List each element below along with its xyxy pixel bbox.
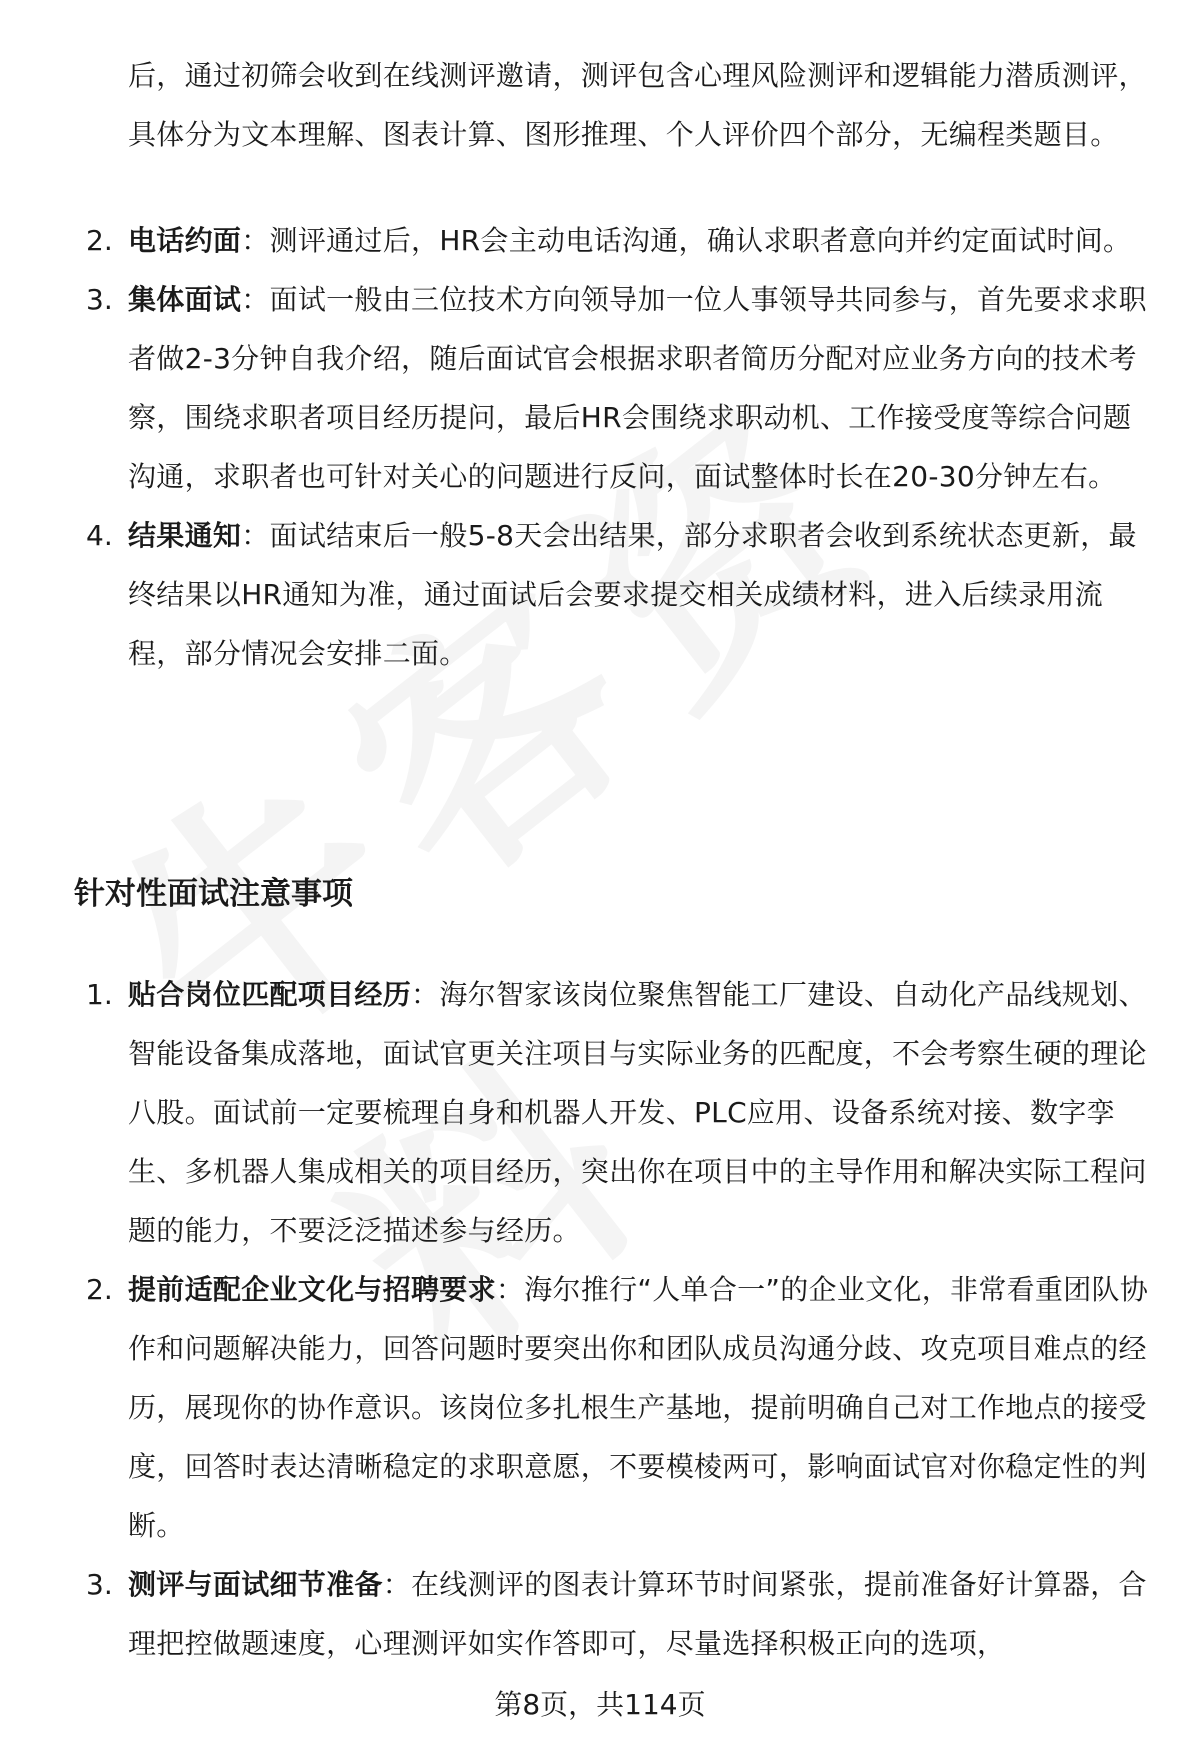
section-heading: 针对性面试注意事项 <box>74 876 353 912</box>
list-item <box>0 965 1200 1260</box>
list-number: 3. <box>86 1568 113 1601</box>
item-separator: ： <box>241 224 270 257</box>
list-item <box>0 46 1200 164</box>
list-item <box>0 270 1200 506</box>
list-item <box>0 506 1200 683</box>
item-text: 海尔智家该岗位聚焦智能工厂建设、自动化产品线规划、智能设备集成落地，面试官更关注项目与实际业务的匹配度，不会考察生硬的理论八股。面试前一定要梳理自身和机器人开发、PLC应用、设备系统对接、数字孪生、多机器人集成相关的项目经历，突出你在项目中的主导作用和解决实际工程问题的能力，不要泛泛描述参与经历。 <box>128 978 1147 1247</box>
list-item <box>0 1555 1200 1673</box>
continuation-text: 后，通过初筛会收到在线测评邀请，测评包含心理风险测评和逻辑能力潜质测评，具体分为文本理解、图表计算、图形推理、个人评价四个部分，无编程类题目。 <box>128 59 1147 151</box>
continuation-block <box>0 46 1200 164</box>
list-item <box>0 211 1200 270</box>
list-item <box>0 1260 1200 1555</box>
process-steps-list <box>0 211 1200 683</box>
item-separator: ： <box>495 1273 525 1306</box>
item-text: 在线测评的图表计算环节时间紧张，提前准备好计算器，合理把控做题速度，心理测评如实作答即可，尽量选择积极正向的选项， <box>128 1568 1147 1660</box>
item-title: 测评与面试细节准备 <box>128 1568 383 1601</box>
item-title: 电话约面 <box>128 224 242 257</box>
list-number: 4. <box>86 519 113 552</box>
tips-list <box>0 965 1200 1673</box>
page-number-footer: 第8页，共114页 <box>494 1688 706 1721</box>
list-number: 3. <box>86 283 113 316</box>
item-text: 面试一般由三位技术方向领导加一位人事领导共同参与，首先要求求职者做2-3分钟自我介绍，随后面试官会根据求职者简历分配对应业务方向的技术考察，围绕求职者项目经历提问，最后HR会围绕求职动机、工作接受度等综合问题沟通，求职者也可针对关心的问题进行反问，面试整体时长在20-30分钟左右。 <box>128 283 1147 493</box>
item-title: 集体面试 <box>128 283 242 316</box>
list-number: 1. <box>86 978 113 1011</box>
item-text: 测评通过后，HR会主动电话沟通，确认求职者意向并约定面试时间。 <box>269 224 1132 257</box>
item-separator: ： <box>382 1568 412 1601</box>
item-separator: ： <box>241 519 270 552</box>
item-text: 面试结束后一般5-8天会出结果，部分求职者会收到系统状态更新，最终结果以HR通知为准，通过面试后会要求提交相关成绩材料，进入后续录用流程，部分情况会安排二面。 <box>128 519 1137 670</box>
item-title: 提前适配企业文化与招聘要求 <box>128 1273 496 1306</box>
item-separator: ： <box>411 978 440 1011</box>
item-separator: ： <box>241 283 270 316</box>
item-title: 结果通知 <box>128 519 242 552</box>
item-text: 海尔推行“人单合一”的企业文化，非常看重团队协作和问题解决能力，回答问题时要突出你和团队成员沟通分歧、攻克项目难点的经历，展现你的协作意识。该岗位多扎根生产基地，提前明确自己对工作地点的接受度，回答时表达清晰稳定的求职意愿，不要模棱两可，影响面试官对你稳定性的判断。 <box>128 1273 1149 1542</box>
list-number: 2. <box>86 1273 113 1306</box>
item-title: 贴合岗位匹配项目经历 <box>128 978 412 1011</box>
list-number: 2. <box>86 224 113 257</box>
